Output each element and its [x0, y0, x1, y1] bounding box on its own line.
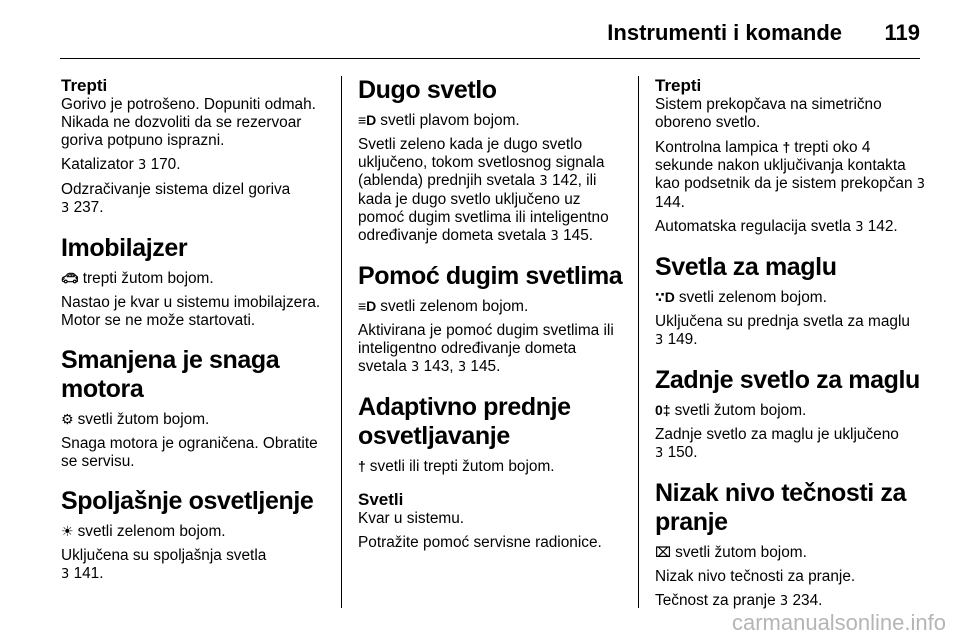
header-title: Instrumenti i komande: [607, 20, 842, 45]
exterior-light-icon: ☀︎: [61, 523, 74, 539]
car-key-icon: 🚗︎: [61, 270, 79, 286]
paragraph: Potražite pomoć servisne radionice.: [358, 534, 602, 551]
cross-reference-icon: 3: [411, 360, 420, 375]
cross-reference-icon: 3: [655, 333, 664, 348]
heading-spoljasnje-osvetljenje: Spoljašnje osvetljenje: [61, 487, 314, 515]
cross-reference-icon: 3: [779, 594, 789, 609]
paragraph: Aktivirana je pomoć dugim svetlima ili inteligentno određivanje dometa svetala 3 143, 3 145.: [358, 322, 614, 375]
cross-reference-icon: 3: [457, 360, 467, 375]
heading-svetla-za-maglu: Svetla za maglu: [655, 253, 837, 281]
watermark: carmanualsonline.info: [731, 610, 946, 635]
paragraph: 🚗︎ trepti žutom bojom.: [61, 270, 214, 287]
cross-reference-icon: 3: [655, 446, 664, 461]
cross-reference-icon: 3: [138, 158, 147, 173]
paragraph: 0‡ svetli žutom bojom.: [655, 402, 807, 419]
cross-reference-icon: 3: [61, 567, 70, 582]
column-3: [655, 76, 930, 617]
column-1: [61, 76, 329, 590]
cross-reference-icon: 3: [539, 174, 548, 189]
high-beam-icon: ≡D: [358, 112, 377, 128]
paragraph: ☀︎ svetli zelenom bojom.: [61, 523, 226, 540]
page-header: [0, 0, 960, 60]
paragraph: Nizak nivo tečnosti za pranje.: [655, 568, 856, 585]
heading-adaptivno-osvetljavanje: Adaptivno prednje osvetljavanje: [358, 393, 571, 450]
cross-reference-icon: 3: [855, 220, 864, 235]
paragraph: ∵D svetli zelenom bojom.: [655, 289, 827, 306]
subheading-trepti: Trepti: [655, 76, 702, 95]
paragraph: Katalizator 3 170.: [61, 156, 181, 173]
paragraph: † svetli ili trepti žutom bojom.: [358, 458, 555, 475]
heading-smanjena-snaga: Smanjena je snaga motora: [61, 346, 280, 403]
front-fog-icon: ∵D: [655, 289, 675, 305]
column-divider: [341, 76, 342, 608]
page-number: 119: [884, 20, 920, 45]
paragraph: Uključena su spoljašnja svetla 3 141.: [61, 547, 267, 582]
cross-reference-icon: 3: [916, 177, 926, 192]
paragraph: Uključena su prednja svetla za maglu 3 149.: [655, 313, 910, 348]
cross-reference-icon: 3: [550, 229, 559, 244]
heading-imobilajzer: Imobilajzer: [61, 234, 188, 262]
heading-dugo-svetlo: Dugo svetlo: [358, 76, 497, 104]
paragraph: Automatska regulacija svetla 3 142.: [655, 218, 898, 235]
washer-fluid-icon: ⌧: [655, 544, 672, 560]
paragraph: ≡D svetli zelenom bojom.: [358, 298, 529, 315]
subheading-trepti: Trepti: [61, 76, 108, 95]
paragraph: Tečnost za pranje 3 234.: [655, 592, 823, 609]
paragraph: Snaga motora je ograničena. Obratite se servisu.: [61, 435, 318, 470]
paragraph: Nastao je kvar u sistemu imobilajzera. Motor se ne može startovati.: [61, 294, 321, 329]
paragraph: Svetli zeleno kada je dugo svetlo uključeno, tokom svetlosnog signala (ablenda) prednjih svetala 3 142, ili kada je dugo svetlo uključeno uz pomoć dugim svetlima ili inteligentno određivanje dometa svetala 3 145.: [358, 136, 609, 244]
column-2: [358, 76, 626, 558]
high-beam-assist-icon: ≡D: [358, 298, 377, 314]
subheading-svetli: Svetli: [358, 490, 404, 509]
paragraph: Sistem prekopčava na simetrično oboreno svetlo.: [655, 96, 882, 131]
paragraph: Odzračivanje sistema dizel goriva 3 237.: [61, 181, 291, 216]
header-rule: [60, 58, 920, 59]
rear-fog-icon: 0‡: [655, 402, 671, 418]
paragraph: ⚙︎ svetli žutom bojom.: [61, 411, 210, 428]
engine-power-icon: ⚙︎: [61, 411, 74, 427]
paragraph: ⌧ svetli žutom bojom.: [655, 544, 807, 561]
adaptive-light-icon: †: [782, 139, 791, 155]
heading-nizak-nivo-tecnosti: Nizak nivo tečnosti za pranje: [655, 479, 906, 536]
adaptive-light-icon: †: [358, 458, 366, 474]
paragraph: ≡D svetli plavom bojom.: [358, 112, 520, 129]
paragraph: Zadnje svetlo za maglu je uključeno 3 150.: [655, 426, 899, 461]
paragraph: Kontrolna lampica † trepti oko 4 sekunde nakon uključivanja kontakta kao podsetnik da je sistem prekopčan 3 144.: [655, 139, 926, 211]
paragraph: Gorivo je potrošeno. Dopuniti odmah. Nikada ne dozvoliti da se rezervoar goriva potpuno isprazni.: [61, 96, 316, 149]
column-divider: [638, 76, 639, 608]
cross-reference-icon: 3: [61, 201, 70, 216]
heading-zadnje-svetlo-za-maglu: Zadnje svetlo za maglu: [655, 366, 920, 394]
paragraph: Kvar u sistemu.: [358, 510, 465, 527]
heading-pomoc-dugim-svetlima: Pomoć dugim svetlima: [358, 262, 623, 290]
